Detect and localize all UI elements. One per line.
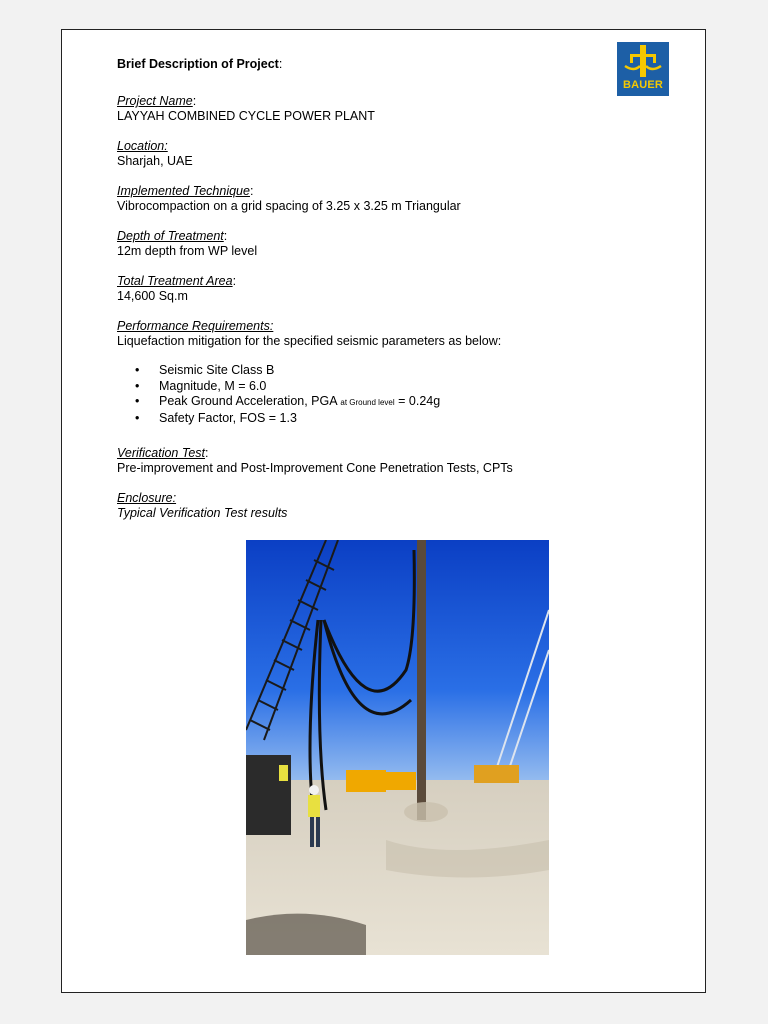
area-section <box>117 274 587 304</box>
construction-site-photo <box>246 540 549 955</box>
location-section <box>117 139 587 169</box>
project-description <box>117 57 587 536</box>
performance-value: Liquefaction mitigation for the specified seismic parameters as below: <box>117 334 502 348</box>
depth-value: 12m depth from WP level <box>117 244 258 258</box>
list-item: • Seismic Site Class B <box>159 363 587 379</box>
area-label: Total Treatment Area: <box>117 274 237 288</box>
project-name-section <box>117 94 587 124</box>
verification-label: Verification Test: <box>117 446 209 460</box>
page-heading: Brief Description of Project: <box>117 57 283 71</box>
document-page <box>61 29 706 993</box>
depth-label: Depth of Treatment: <box>117 229 228 243</box>
enclosure-section <box>117 491 587 521</box>
project-name-value: LAYYAH COMBINED CYCLE POWER PLANT <box>117 109 375 123</box>
technique-section <box>117 184 587 214</box>
bauer-logo <box>617 42 669 96</box>
bauer-mark-icon <box>617 42 669 80</box>
performance-label: Performance Requirements: <box>117 319 274 333</box>
list-item: • Peak Ground Acceleration, PGA at Ground level = 0.24g <box>159 394 587 411</box>
logo-wordmark: BAUER <box>622 79 664 91</box>
performance-section <box>117 319 587 426</box>
enclosure-value: Typical Verification Test results <box>117 506 288 520</box>
location-value: Sharjah, UAE <box>117 154 193 168</box>
verification-value: Pre-improvement and Post-Improvement Cone Penetration Tests, CPTs <box>117 461 513 475</box>
technique-label: Implemented Technique: <box>117 184 254 198</box>
location-label: Location: <box>117 139 168 153</box>
list-item: • Magnitude, M = 6.0 <box>159 379 587 395</box>
list-item: • Safety Factor, FOS = 1.3 <box>159 411 587 427</box>
area-value: 14,600 Sq.m <box>117 289 188 303</box>
seismic-parameters-list <box>117 363 587 426</box>
technique-value: Vibrocompaction on a grid spacing of 3.25 x 3.25 m Triangular <box>117 199 461 213</box>
project-name-label: Project Name: <box>117 94 197 108</box>
enclosure-label: Enclosure: <box>117 491 177 505</box>
depth-section <box>117 229 587 259</box>
vibrocompaction-rig-photo-icon <box>246 540 549 955</box>
verification-section <box>117 446 587 476</box>
